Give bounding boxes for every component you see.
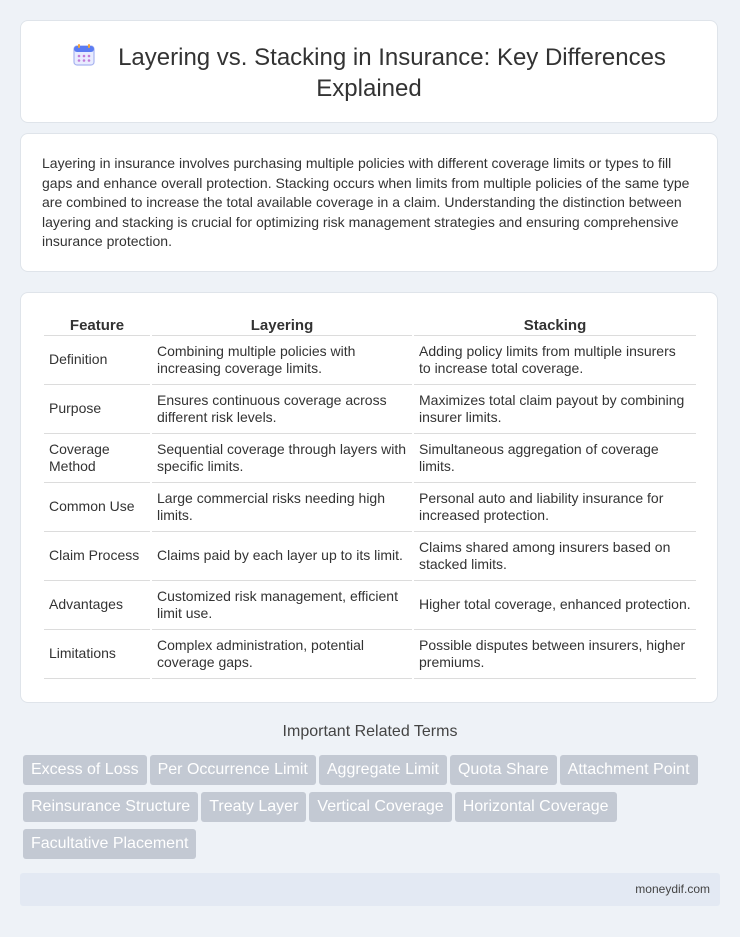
term-tag[interactable]: Vertical Coverage <box>309 792 451 822</box>
layering-cell: Complex administration, potential coverage gaps. <box>152 630 412 679</box>
table-row <box>44 532 696 581</box>
feature-cell: Common Use <box>44 483 150 532</box>
header-feature: Feature <box>44 316 150 336</box>
layering-cell: Customized risk management, efficient limit use. <box>152 581 412 630</box>
feature-cell: Limitations <box>44 630 150 679</box>
table-row <box>44 434 696 483</box>
footer-site[interactable]: moneydif.com <box>635 882 710 896</box>
table-row <box>44 581 696 630</box>
layering-cell: Sequential coverage through layers with specific limits. <box>152 434 412 483</box>
term-tag[interactable]: Aggregate Limit <box>319 755 447 785</box>
related-terms-list <box>23 755 723 866</box>
feature-cell: Coverage Method <box>44 434 150 483</box>
table-row <box>44 630 696 679</box>
footer <box>20 873 720 906</box>
term-tag[interactable]: Reinsurance Structure <box>23 792 198 822</box>
layering-cell: Claims paid by each layer up to its limit. <box>152 532 412 581</box>
table-row <box>44 385 696 434</box>
layering-cell: Combining multiple policies with increasing coverage limits. <box>152 336 412 385</box>
header-stacking: Stacking <box>414 316 696 336</box>
feature-cell: Advantages <box>44 581 150 630</box>
feature-cell: Definition <box>44 336 150 385</box>
stacking-cell: Personal auto and liability insurance for increased protection. <box>414 483 696 532</box>
feature-cell: Claim Process <box>44 532 150 581</box>
comparison-table <box>42 316 698 679</box>
stacking-cell: Simultaneous aggregation of coverage limits. <box>414 434 696 483</box>
term-tag[interactable]: Attachment Point <box>560 755 698 785</box>
title-card <box>20 20 718 123</box>
calendar-icon <box>72 43 96 74</box>
title-line-1: Layering vs. Stacking in Insurance: Key Differences <box>118 44 666 71</box>
table-row <box>44 336 696 385</box>
term-tag[interactable]: Excess of Loss <box>23 755 147 785</box>
term-tag[interactable]: Facultative Placement <box>23 829 196 859</box>
layering-cell: Ensures continuous coverage across different risk levels. <box>152 385 412 434</box>
title-line-2: Explained <box>316 75 422 102</box>
feature-cell: Purpose <box>44 385 150 434</box>
stacking-cell: Adding policy limits from multiple insurers to increase total coverage. <box>414 336 696 385</box>
stacking-cell: Maximizes total claim payout by combining insurer limits. <box>414 385 696 434</box>
term-tag[interactable]: Horizontal Coverage <box>455 792 617 822</box>
comparison-card <box>20 292 718 703</box>
intro-card <box>20 133 718 272</box>
stacking-cell: Higher total coverage, enhanced protection. <box>414 581 696 630</box>
related-terms-title: Important Related Terms <box>282 723 458 740</box>
page-title <box>21 43 717 103</box>
table-row <box>44 483 696 532</box>
term-tag[interactable]: Quota Share <box>450 755 557 785</box>
table-header-row <box>44 316 696 336</box>
stacking-cell: Claims shared among insurers based on stacked limits. <box>414 532 696 581</box>
header-layering: Layering <box>152 316 412 336</box>
stacking-cell: Possible disputes between insurers, higher premiums. <box>414 630 696 679</box>
term-tag[interactable]: Per Occurrence Limit <box>150 755 316 785</box>
term-tag[interactable]: Treaty Layer <box>201 792 306 822</box>
intro-text: Layering in insurance involves purchasing multiple policies with different coverage limits or types to fill gaps and enhance overall protection. Stacking occurs when limits from multiple policies of the same type are combined to increase the total available coverage in a claim. Understanding the distinction between layering and stacking is crucial for optimizing risk management strategies and ensuring comprehensive insurance protection. <box>42 155 690 250</box>
layering-cell: Large commercial risks needing high limits. <box>152 483 412 532</box>
